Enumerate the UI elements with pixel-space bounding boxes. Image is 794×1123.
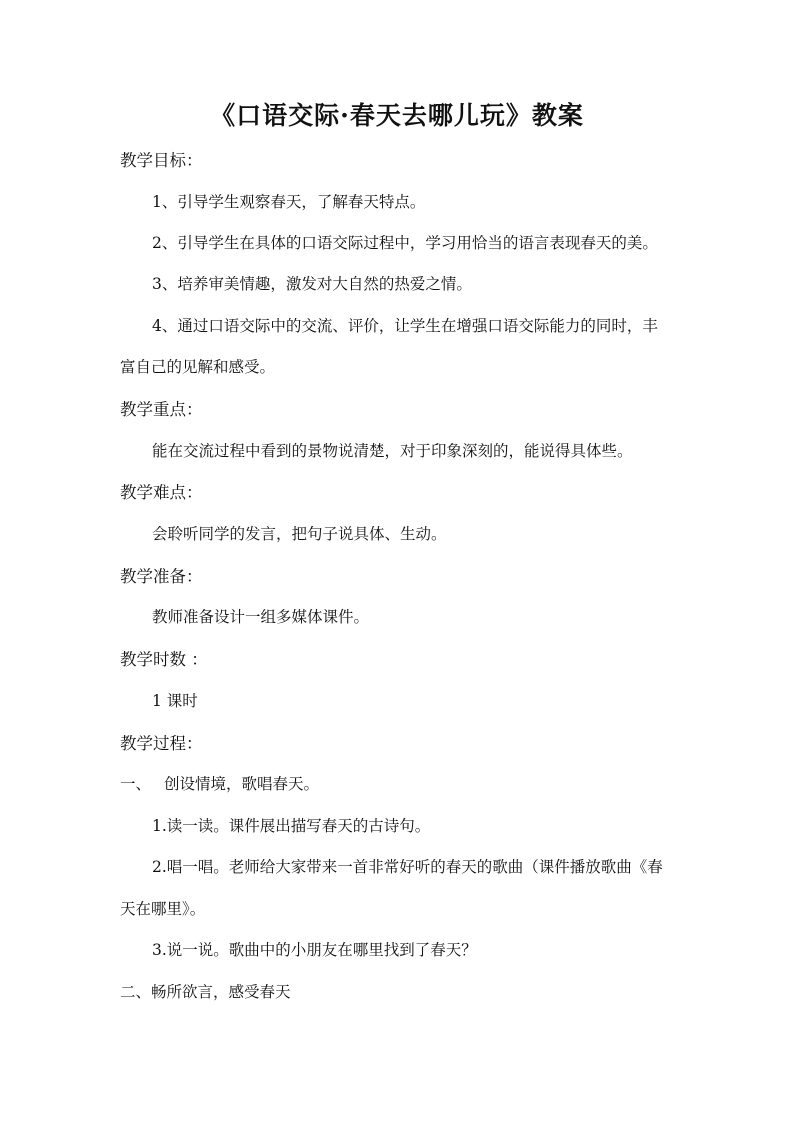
goal-item-4-continued: 富自己的见解和感受。 (120, 358, 276, 376)
goals-heading: 教学目标： (120, 151, 203, 170)
process-step-3: 3.说一说。歌曲中的小朋友在哪里找到了春天？ (152, 941, 477, 959)
process-step-2: 2.唱一唱。老师给大家带来一首非常好听的春天的歌曲（课件播放歌曲《春 (152, 858, 663, 876)
process-section-2: 二、畅所欲言，感受春天 (120, 983, 291, 1001)
process-section-1 (120, 773, 679, 795)
goal-item-4: 4、通过口语交际中的交流、评价，让学生在增强口语交际能力的同时，丰 (152, 317, 658, 335)
difficulty-text: 会聆听同学的发言，把句子说具体、生动。 (152, 525, 447, 543)
process-step-1: 1.读一读。课件展出描写春天的古诗句。 (152, 817, 431, 835)
key-text: 能在交流过程中看到的景物说清楚，对于印象深刻的，能说得具体些。 (152, 442, 633, 460)
goal-item-3: 3、培养审美情趣，激发对大自然的热爱之情。 (152, 275, 472, 293)
section-1-text: 创设情境，歌唱春天。 (164, 775, 320, 793)
prep-heading: 教学准备： (120, 567, 203, 586)
hours-text: 1 课时 (152, 692, 198, 710)
goal-item-2: 2、引导学生在具体的口语交际过程中，学习用恰当的语言表现春天的美。 (152, 234, 658, 252)
key-heading: 教学重点： (120, 400, 203, 419)
process-heading: 教学过程： (120, 734, 203, 753)
process-step-2-continued: 天在哪里》。 (120, 900, 206, 918)
prep-text: 教师准备设计一组多媒体课件。 (152, 608, 370, 626)
goal-item-1: 1、引导学生观察春天，了解春天特点。 (152, 193, 426, 211)
difficulty-heading: 教学难点： (120, 483, 203, 502)
hours-heading: 教学时数 ： (120, 650, 208, 669)
section-1-number: 一、 (120, 775, 152, 793)
document-title: 《口语交际·春天去哪儿玩》教案 (210, 101, 584, 130)
